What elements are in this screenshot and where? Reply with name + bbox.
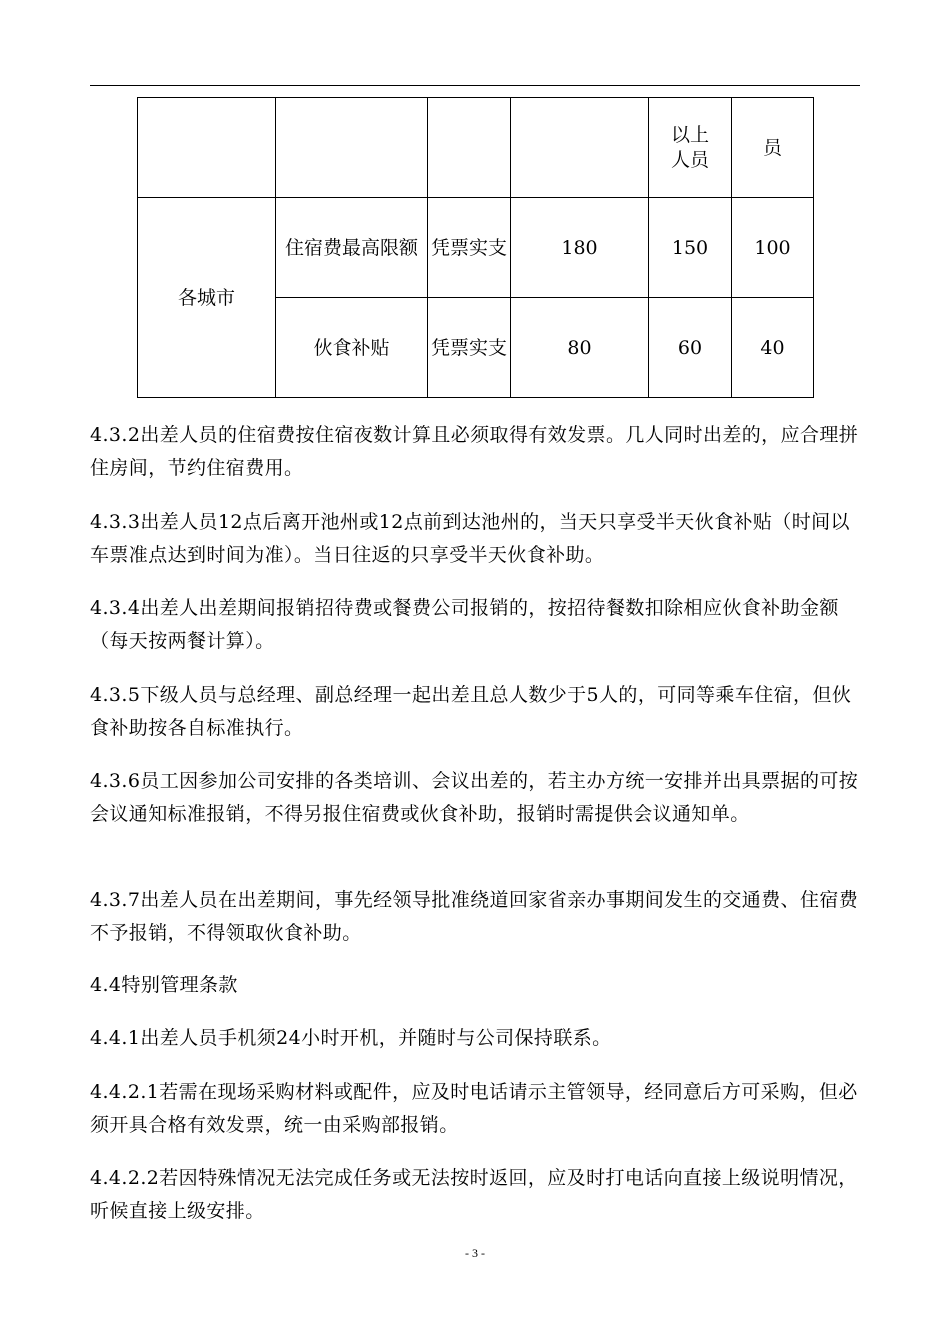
value-cell: 40 xyxy=(732,298,814,398)
header-rule xyxy=(90,85,860,86)
value-cell: 150 xyxy=(649,198,732,298)
allowance-table xyxy=(137,97,814,398)
paragraph-4-4-2-1: 4.4.2.1若需在现场采购材料或配件，应及时电话请示主管领导，经同意后方可采购，但必须开具合格有效发票，统一由采购部报销。 xyxy=(90,1081,858,1136)
paragraph-4-3-6: 4.3.6员工因参加公司安排的各类培训、会议出差的，若主办方统一安排并出具票据的可按会议通知标准报销，不得另报住宿费或伙食补助，报销时需提供会议通知单。 xyxy=(90,770,859,825)
paragraph-4-3-2: 4.3.2出差人员的住宿费按住宿夜数计算且必须取得有效发票。几人同时出差的，应合理拼住房间，节约住宿费用。 xyxy=(90,424,859,479)
page-number: - 3 - xyxy=(465,1246,485,1260)
value-cell: 60 xyxy=(649,298,732,398)
basis-cell: 凭票实支 xyxy=(428,298,511,398)
paragraph-4-3-3: 4.3.3出差人员12点后离开池州或12点前到达池州的，当天只享受半天伙食补贴（时间以车票准点达到时间为准）。当日往返的只享受半天伙食补助。 xyxy=(90,511,850,566)
section-heading-4-4: 4.4特别管理条款 xyxy=(90,974,238,996)
table-row xyxy=(138,98,814,198)
paragraph-4-3-4: 4.3.4出差人出差期间报销招待费或餐费公司报销的，按招待餐数扣除相应伙食补助金额（每天按两餐计算）。 xyxy=(90,597,839,652)
item-cell: 伙食补贴 xyxy=(276,298,428,398)
basis-cell: 凭票实支 xyxy=(428,198,511,298)
region-cell: 各城市 xyxy=(138,198,276,398)
table-cell: 员 xyxy=(732,98,814,198)
table-row xyxy=(138,198,814,298)
table-cell xyxy=(276,98,428,198)
value-cell: 100 xyxy=(732,198,814,298)
paragraph-4-3-5: 4.3.5下级人员与总经理、副总经理一起出差且总人数少于5人的，可同等乘车住宿，但伙食补助按各自标准执行。 xyxy=(90,684,852,739)
paragraph-4-4-2-2: 4.4.2.2若因特殊情况无法完成任务或无法按时返回，应及时打电话向直接上级说明情况，听候直接上级安排。 xyxy=(90,1167,858,1222)
table-cell xyxy=(511,98,649,198)
table-cell: 以上人员 xyxy=(649,98,732,198)
value-cell: 80 xyxy=(511,298,649,398)
value-cell: 180 xyxy=(511,198,649,298)
table-cell xyxy=(138,98,276,198)
paragraph-4-4-1: 4.4.1出差人员手机须24小时开机，并随时与公司保持联系。 xyxy=(90,1027,612,1049)
paragraph-4-3-7: 4.3.7出差人员在出差期间，事先经领导批准绕道回家省亲办事期间发生的交通费、住宿费不予报销，不得领取伙食补助。 xyxy=(90,889,859,944)
table-cell xyxy=(428,98,511,198)
item-cell: 住宿费最高限额 xyxy=(276,198,428,298)
